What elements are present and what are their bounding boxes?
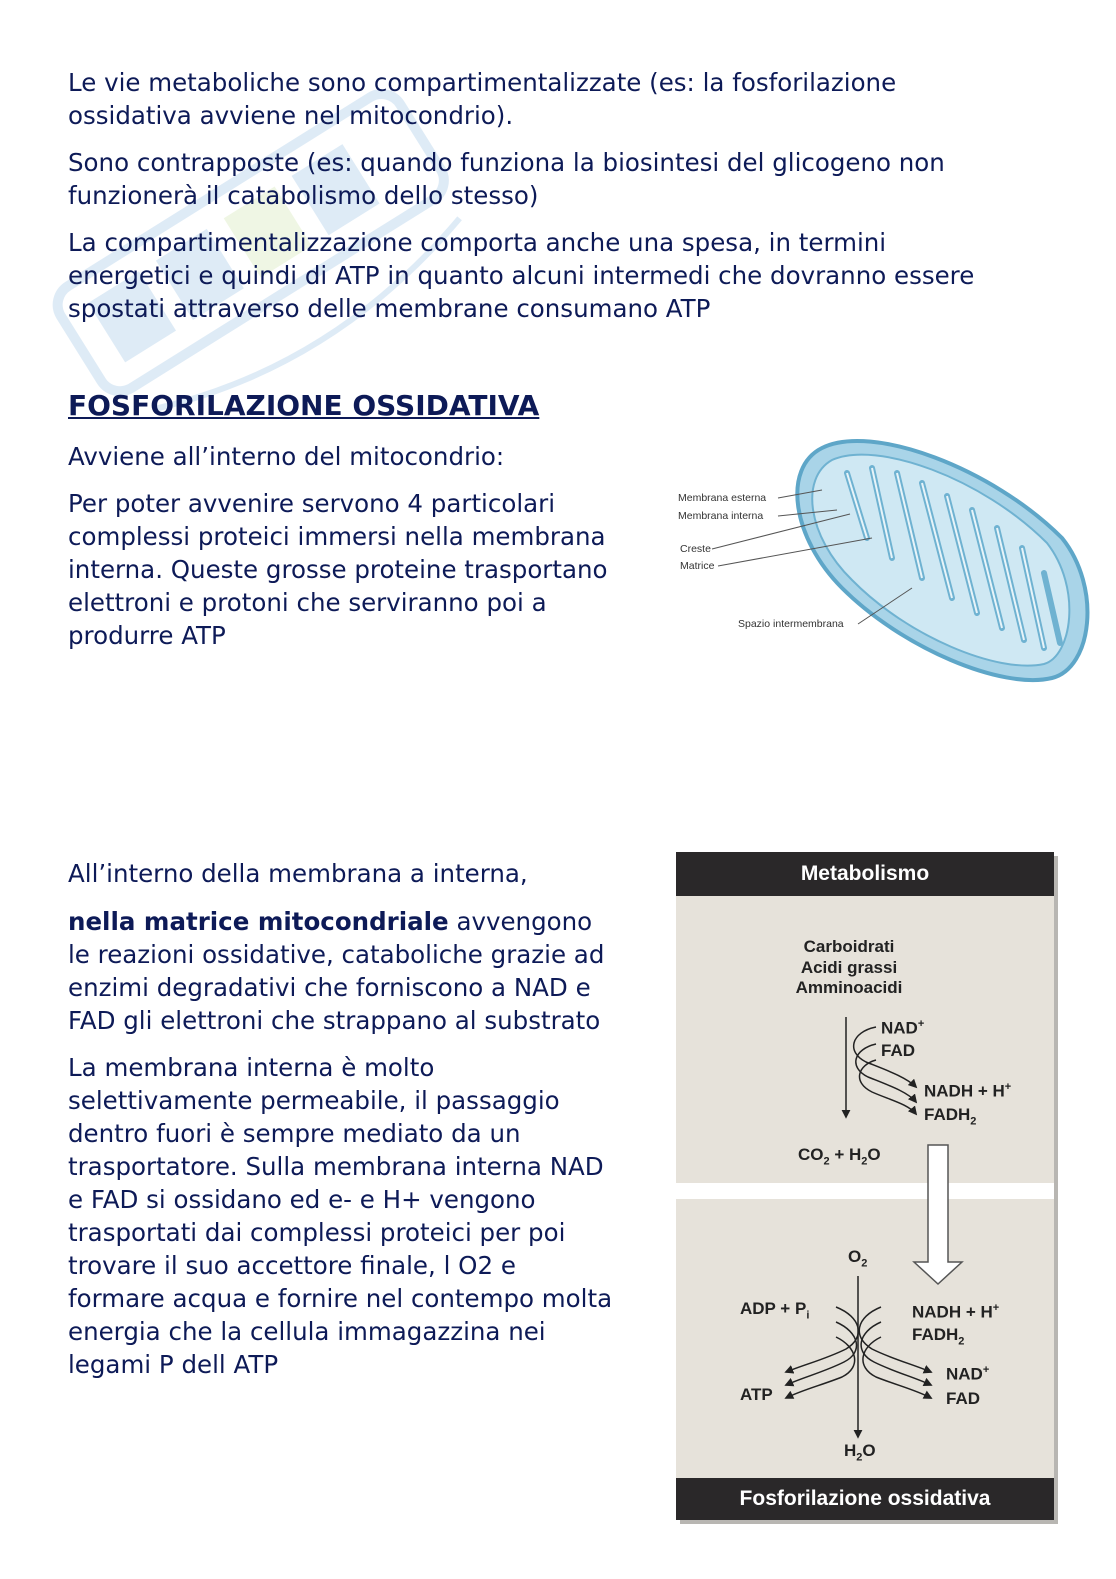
paragraph-matrix (68, 905, 604, 1037)
matrix-bold-text: nella matrice mitocondriale (68, 907, 449, 936)
metabolism-footer: Fosforilazione ossidativa (676, 1478, 1054, 1520)
paragraph-intro: Avviene all’interno del mitocondrio: (68, 442, 505, 471)
top-fad: FAD (881, 1041, 915, 1060)
substrate-amino-acids: Amminoacidi (795, 978, 903, 997)
label-outer-membrane: Membrana esterna (678, 492, 767, 504)
bottom-fad: FAD (946, 1389, 980, 1408)
label-cristae: Creste (680, 543, 711, 555)
paragraph-inner-membrane: All’interno della membrana a interna, (68, 859, 528, 888)
paragraph-cost: La compartimentalizzazione comporta anche una spesa, in termini energetici e quindi di ATP in quanto alcuni intermedi che dovranno essere spostati attraverso delle membrane consumano ATP (68, 228, 975, 323)
substrate-carbohydrates: Carboidrati (803, 937, 895, 956)
bottom-nadh: NADH + H+ (912, 1302, 1000, 1322)
bottom-adp-pi: ADP + $P_i$ (740, 1299, 810, 1322)
label-intermembrane-space: Spazio intermembrana (738, 618, 844, 630)
label-matrix: Matrice (680, 560, 715, 572)
substrate-fatty-acids: Acidi grassi (800, 958, 898, 977)
paragraph-compartmentalized: Le vie metaboliche sono compartimentalizzate (es: la fosforilazione ossidativa avviene nel mitocondrio). (68, 68, 897, 130)
top-nadh: NADH + H+ (924, 1081, 1012, 1101)
mitochondrion-figure (672, 428, 1092, 710)
section-title: FOSFORILAZIONE OSSIDATIVA (68, 389, 540, 422)
bottom-nad: NAD+ (946, 1364, 990, 1384)
bottom-h2o: $H_2O$ (844, 1441, 876, 1464)
paragraph-complexes: Per poter avvenire servono 4 particolari complessi proteici immersi nella membrana interna. Queste grosse proteine trasportano elettroni e protoni che serviranno poi a produrre ATP (68, 489, 608, 650)
metabolism-figure (676, 852, 1054, 1520)
top-nad: NAD+ (881, 1018, 925, 1038)
metabolism-header: Metabolismo (676, 852, 1054, 896)
top-co2-h2o: $CO_2 + H_2O$ (798, 1145, 881, 1168)
top-fadh2: $FADH_2$ (924, 1105, 977, 1128)
matrix-rest-text: avvengono le reazioni ossidative, cataboliche grazie ad enzimi degradativi che forniscono a NAD e FAD gli elettroni che strappano al substrato (68, 907, 605, 1035)
paragraph-membrane-permeability: La membrana interna è molto selettivamente permeabile, il passaggio dentro fuori è sempre mediato da un trasportatore. Sulla membrana interna NAD e FAD si ossidano ed e- e H+ vengono trasportati dai complessi proteici per poi trovare il suo accettore finale, l O2 e formare acqua e fornire nel contempo molta energia che la cellula immagazzina nei legami P dell ATP (68, 1053, 613, 1379)
bottom-o2: $O_2$ (848, 1247, 868, 1270)
label-inner-membrane: Membrana interna (678, 510, 764, 522)
paragraph-opposed: Sono contrapposte (es: quando funziona la biosintesi del glicogeno non funzionerà il catabolismo dello stesso) (68, 148, 945, 210)
bottom-fadh2: $FADH_2$ (912, 1325, 965, 1348)
bottom-atp: ATP (740, 1385, 773, 1404)
